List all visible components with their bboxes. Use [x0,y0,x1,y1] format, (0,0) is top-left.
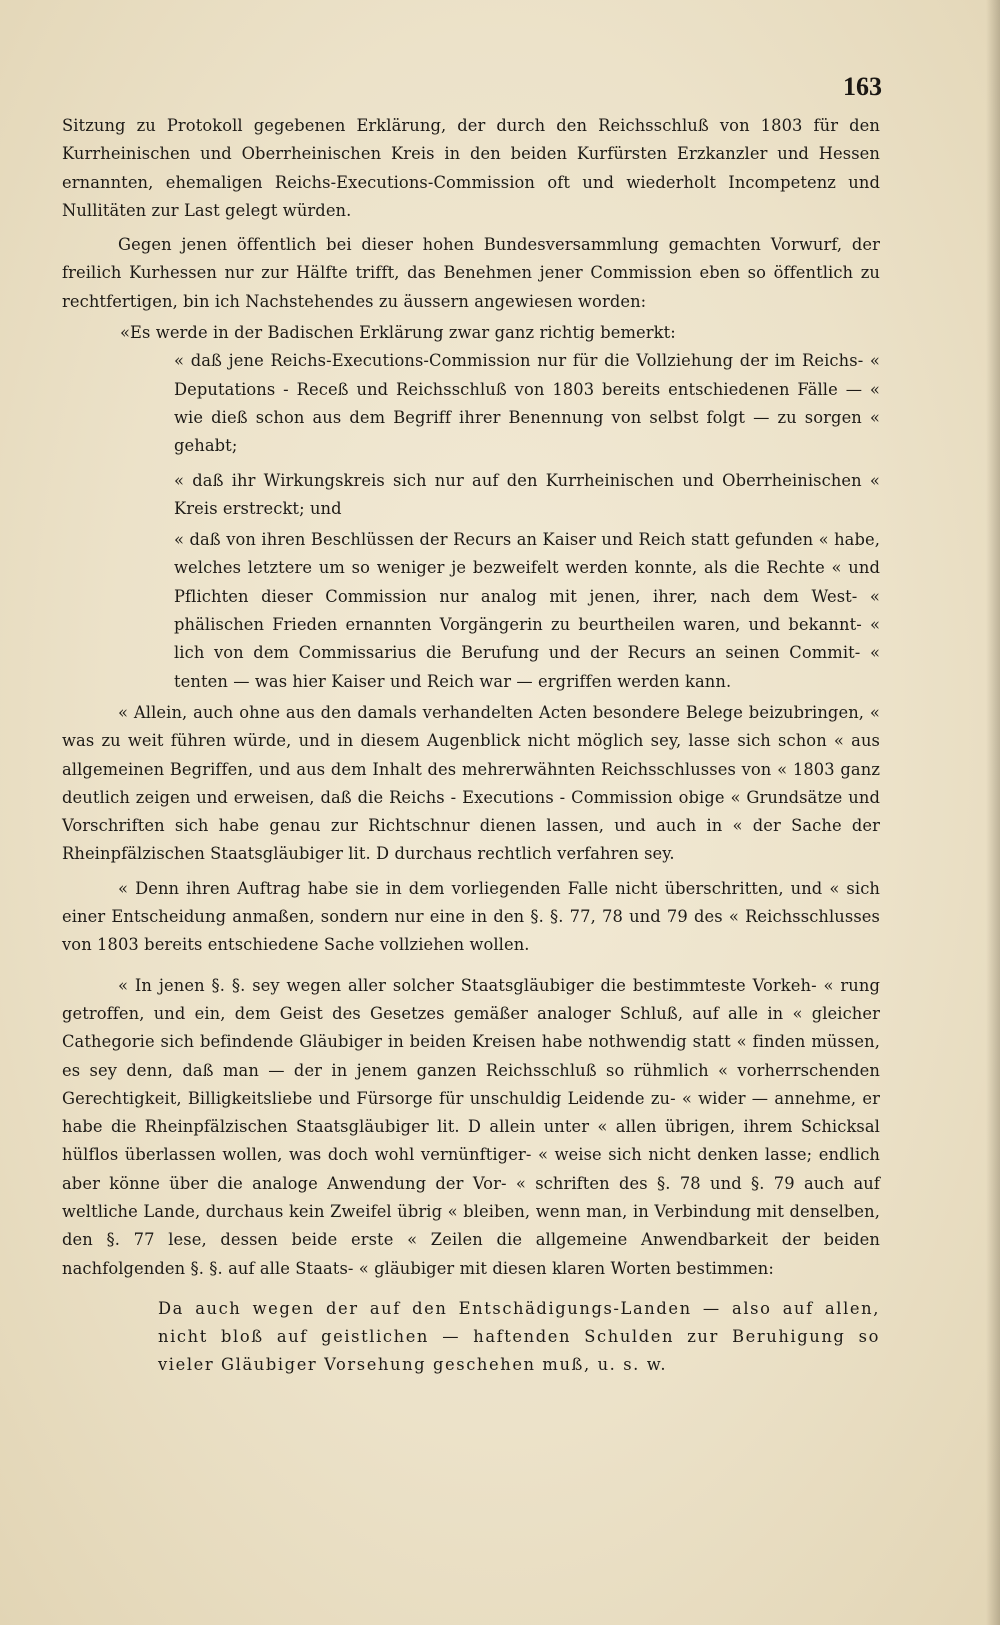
text-body [62,112,880,1380]
quote-sphere-of-activity: « daß ihr Wirkungskreis sich nur auf den Kurrheinischen und Oberrheinischen « Kreis erstreckt; und [174,470,880,518]
paragraph-session-declaration: Sitzung zu Protokoll gegebenen Erklärung, der durch den Reichsschluß von 1803 für den Kurrheinischen und Oberrheinischen Kreis in den beiden Kurfürsten Erzkanzler und Hessen ernannten, ehemaligen Reichs-Executions-Commission oft und wiederholt Incompetenz und Nullitäten zur Last gelegt würden. [62,116,880,220]
paragraph-however: « Allein, auch ohne aus den damals verhandelten Acten besondere Belege beizubringen, « was zu weit führen würde, und in diesem Augenblick nicht möglich sey, lasse sich schon « aus allgemeinen Begriffen, und aus dem Inhalt des mehrerwähnten Reichsschlusses von « 1803 ganz deutlich zeigen und erweisen, daß die Reichs - Executions - Commission obige « Grundsätze und Vorschriften sich habe genau zur Richtschnur dienen lassen, und auch in « der Sache der Rheinpfälzischen Staatsgläubiger lit. D durchaus rechtlich verfahren sey. [62,702,880,864]
paragraph-against-reproach: Gegen jenen öffentlich bei dieser hohen Bundesversammlung gemachten Vorwurf, der freilich Kurhessen nur zur Hälfte trifft, das Benehmen jener Commission eben so öffentlich zu rechtfertigen, bin ich Nachstehendes zu äussern angewiesen worden: [62,235,880,311]
page-number: 163 [843,72,882,101]
paragraph-mandate: « Denn ihren Auftrag habe sie in dem vorliegenden Falle nicht überschritten, und « sich einer Entscheidung anmaßen, sondern nur eine in den §. §. 77, 78 und 79 des « Reichsschlusses von 1803 bereits entschiedene Sache vollziehen wollen. [62,878,880,955]
quote-recourse: « daß von ihren Beschlüssen der Recurs an Kaiser und Reich statt gefunden « habe, welches letztere um so weniger je bezweifelt werden konnte, als die Rechte « und Pflichten dieser Commission nur analog mit jenen, ihrer, nach dem West- « phälischen Frieden ernannten Vorgängerin zu beurtheilen waren, und bekannt- « lich von dem Commissarius die Berufung und der Recurs an seinen Commit- « tenten — was hier Kaiser und Reich war — ergriffen werden kann. [174,530,880,691]
page-edge-shadow [986,0,1000,1625]
quote-commission-scope: « daß jene Reichs-Executions-Commission nur für die Vollziehung der im Reichs- « Deputations - Receß und Reichsschluß von 1803 bereits entschiedenen Fälle — « wie dieß schon aus dem Begriff ihrer Benennung von selbst folgt — zu sorgen « gehabt; [174,351,880,456]
quote-compensation-lands: Da auch wegen der auf den Entschädigungs-Landen — also auf allen, nicht bloß auf geistlichen — haftenden Schulden zur Beruhigung so vieler Gläubiger Vorsehung geschehen muß, u. s. w. [158,1298,880,1375]
paragraph-badish-declaration: «Es werde in der Badischen Erklärung zwar ganz richtig bemerkt: [120,323,676,343]
paragraph-in-those-sections: « In jenen §. §. sey wegen aller solcher Staatsgläubiger die bestimmteste Vorkeh- « rung getroffen, und ein, dem Geist des Gesetzes gemäßer analoger Schluß, auf alle in « gleicher Cathegorie sich befindende Gläubiger in beiden Kreisen habe nothwendig statt « finden müssen, es sey denn, daß man — der in jenem ganzen Reichsschluß so rühmlich « vorherrschenden Gerechtigkeit, Billigkeitsliebe und Fürsorge für unschuldig Leidende zu- « wider — annehme, er habe die Rheinpfälzischen Staatsgläubiger lit. D allein unter « allen übrigen, ihrem Schicksal hülflos überlassen wollen, was doch wohl vernünftiger- « weise sich nicht denken lasse; endlich aber könne über die analoge Anwendung der Vor- « schriften des §. 78 und §. 79 auch auf weltliche Lande, durchaus kein Zweifel übrig « bleiben, wenn man, in Verbindung mit denselben, den §. 77 lese, dessen beide erste « Zeilen die allgemeine Anwendbarkeit der beiden nachfolgenden §. §. auf alle Staats- « gläubiger mit diesen klaren Worten bestimmen: [62,975,880,1278]
